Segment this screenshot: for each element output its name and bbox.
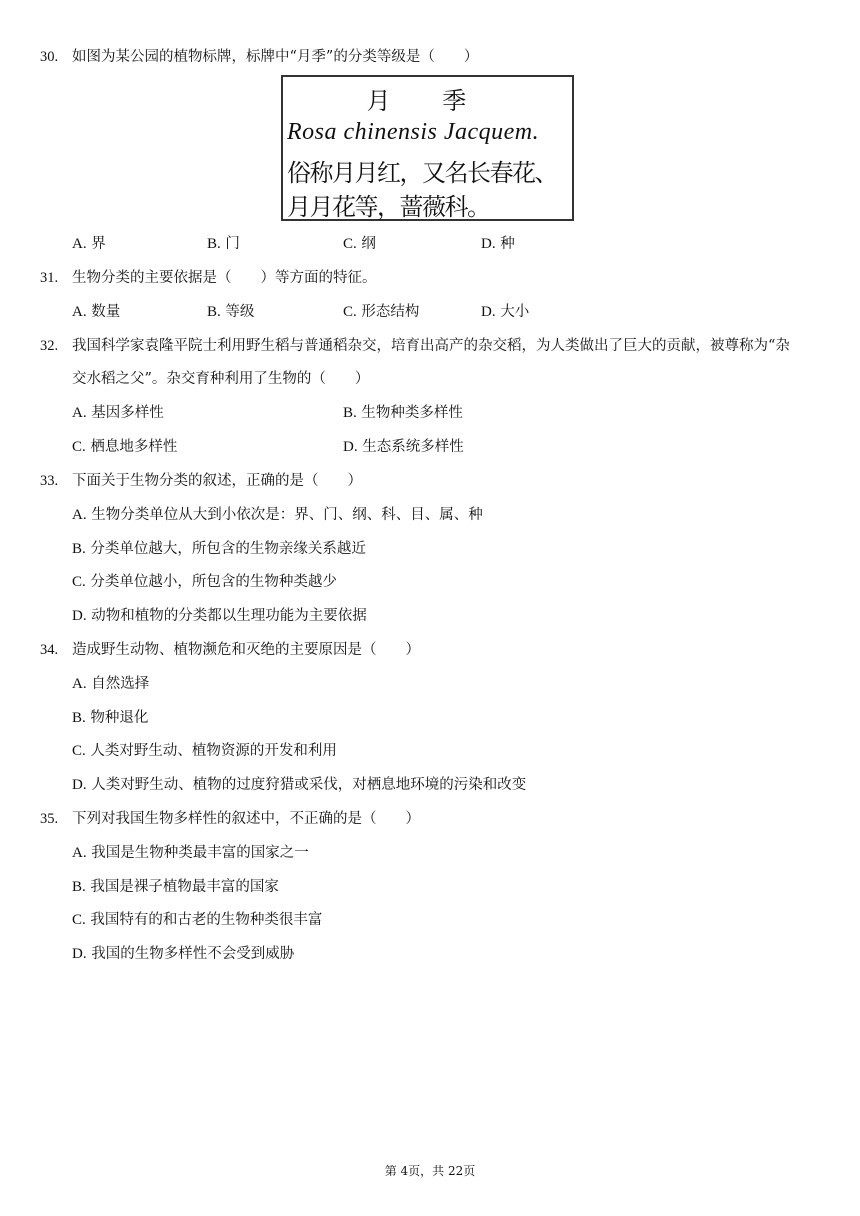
option-a — [72, 505, 483, 525]
option-text: 自然选择 — [91, 676, 150, 692]
sign-title: 月 季 — [366, 87, 489, 115]
option-text: 生物种类多样性 — [361, 405, 463, 421]
option-text: 我国是生物种类最丰富的国家之一 — [91, 845, 309, 861]
option-c — [343, 234, 376, 254]
option-text: 我国的生物多样性不会受到威胁 — [91, 946, 295, 962]
option-letter: D. — [72, 777, 87, 793]
option-letter: C. — [343, 304, 357, 320]
question-stem: 如图为某公园的植物标牌，标牌中“月季”的分类等级是（ ） — [72, 49, 479, 65]
option-letter: C. — [72, 439, 86, 455]
option-letter: C. — [72, 574, 86, 590]
option-text: 生物分类单位从大到小依次是：界、门、纲、科、目、属、种 — [91, 507, 483, 523]
option-d — [72, 775, 526, 795]
page-footer: 第 4页，共 22页 — [384, 1164, 476, 1178]
option-d — [72, 606, 367, 626]
option-d — [72, 944, 294, 964]
option-letter: D. — [72, 946, 87, 962]
sign-description-line-1: 俗称月月红，又名长春花、 — [287, 159, 557, 187]
option-c — [72, 572, 337, 592]
option-a — [72, 403, 164, 423]
option-letter: A. — [72, 405, 87, 421]
sign-description-line-2: 月月花等，蔷薇科。 — [287, 193, 490, 221]
option-d — [343, 437, 464, 457]
option-text: 人类对野生动、植物的过度狩猎或采伐，对栖息地环境的污染和改变 — [91, 777, 527, 793]
option-text: 物种退化 — [90, 710, 149, 726]
option-letter: A. — [72, 304, 87, 320]
option-a — [72, 843, 309, 863]
option-c — [72, 437, 177, 457]
question-number: 31. — [40, 270, 59, 286]
option-letter: D. — [343, 439, 358, 455]
option-letter: C. — [343, 236, 357, 252]
option-text: 生态系统多样性 — [362, 439, 464, 455]
option-b — [72, 708, 148, 728]
option-b — [207, 302, 254, 322]
option-text: 人类对野生动、植物资源的开发和利用 — [90, 743, 337, 759]
option-d — [481, 302, 529, 322]
question-stem: 造成野生动物、植物濒危和灭绝的主要原因是（ ） — [72, 642, 420, 658]
option-text: 栖息地多样性 — [90, 439, 178, 455]
option-text: 形态结构 — [361, 304, 420, 320]
option-text: 种 — [500, 236, 515, 252]
question-stem: 生物分类的主要依据是（ ）等方面的特征。 — [72, 270, 377, 286]
option-b — [207, 234, 240, 254]
option-letter: A. — [72, 845, 87, 861]
option-letter: C. — [72, 743, 86, 759]
option-letter: D. — [481, 304, 496, 320]
option-letter: B. — [72, 541, 86, 557]
option-text: 等级 — [225, 304, 255, 320]
option-text: 界 — [91, 236, 106, 252]
question-number: 34. — [40, 642, 59, 658]
option-text: 我国特有的和古老的生物种类很丰富 — [90, 912, 323, 928]
option-letter: B. — [343, 405, 357, 421]
option-text: 门 — [225, 236, 240, 252]
option-text: 动物和植物的分类都以生理功能为主要依据 — [91, 608, 367, 624]
option-letter: A. — [72, 236, 87, 252]
option-letter: D. — [481, 236, 496, 252]
question-number: 30. — [40, 49, 59, 65]
option-c — [343, 302, 419, 322]
option-a — [72, 674, 149, 694]
option-text: 基因多样性 — [91, 405, 164, 421]
option-text: 大小 — [500, 304, 530, 320]
option-letter: D. — [72, 608, 87, 624]
option-text: 我国是裸子植物最丰富的国家 — [90, 879, 279, 895]
option-text: 纲 — [361, 236, 376, 252]
option-d — [481, 234, 515, 254]
question-stem: 下面关于生物分类的叙述，正确的是（ ） — [72, 473, 362, 489]
option-text: 分类单位越大，所包含的生物亲缘关系越近 — [90, 541, 366, 557]
question-stem: 我国科学家袁隆平院士利用野生稻与普通稻杂交，培育出高产的杂交稻，为人类做出了巨大的贡献，被尊称为“杂 — [72, 338, 790, 354]
plant-sign-image — [281, 75, 574, 221]
option-c — [72, 741, 337, 761]
option-letter: A. — [72, 507, 87, 523]
option-b — [72, 539, 366, 559]
option-letter: B. — [72, 879, 86, 895]
option-letter: C. — [72, 912, 86, 928]
option-b — [343, 403, 463, 423]
question-stem: 下列对我国生物多样性的叙述中，不正确的是（ ） — [72, 811, 420, 827]
option-letter: B. — [72, 710, 86, 726]
option-text: 分类单位越小，所包含的生物种类越少 — [90, 574, 337, 590]
option-text: 数量 — [91, 304, 121, 320]
option-letter: B. — [207, 236, 221, 252]
sign-latin-name: Rosa chinensis Jacquem. — [287, 119, 540, 145]
option-a — [72, 234, 106, 254]
question-number: 33. — [40, 473, 59, 489]
option-a — [72, 302, 120, 322]
question-number: 35. — [40, 811, 59, 827]
question-number: 32. — [40, 338, 59, 354]
option-c — [72, 910, 322, 930]
question-stem-continued: 交水稻之父”。杂交育种利用了生物的（ ） — [72, 371, 370, 387]
option-b — [72, 877, 279, 897]
option-letter: B. — [207, 304, 221, 320]
option-letter: A. — [72, 676, 87, 692]
